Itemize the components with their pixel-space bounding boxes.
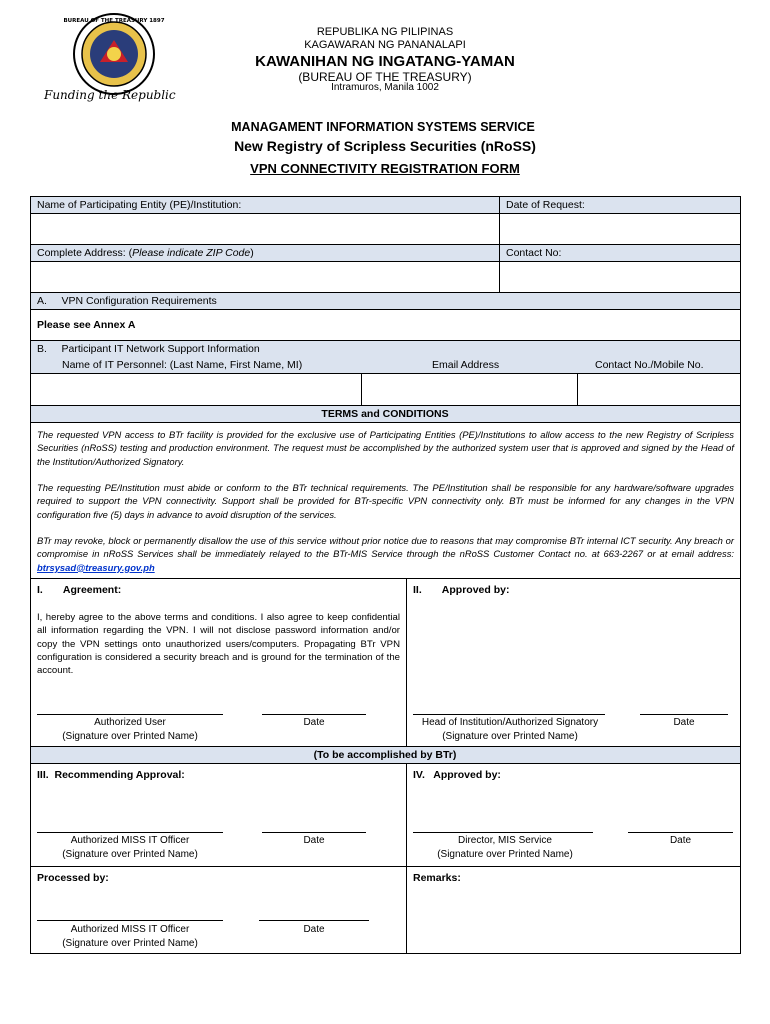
director-approval-label: IV. Approved by: (413, 769, 501, 781)
it-personnel-email-input[interactable] (361, 373, 578, 406)
terms-title: TERMS and CONDITIONS (321, 408, 449, 420)
service-name: MANAGAMENT INFORMATION SYSTEMS SERVICE (231, 120, 535, 134)
divider (30, 578, 741, 579)
date-request-input[interactable] (499, 213, 741, 245)
director-label: Director, MIS Service (458, 835, 552, 846)
proc-date-label: Date (303, 924, 325, 935)
director-date-label: Date (669, 835, 692, 846)
signature-line (262, 714, 366, 715)
authorized-user-label: Authorized User (94, 717, 166, 728)
agreement-label: I. Agreement: (37, 584, 122, 596)
processed-by-label: Processed by: (37, 872, 109, 884)
entity-input[interactable] (30, 213, 500, 245)
terms-paragraph-2: The requesting PE/Institution must abide or conform to the BTr technical requirements. The PE/Institution shall be responsible for any hardware/software upgrades required to support the VPN connectivity. Support shall be provided for BTr-specific VPN connectivity only. BTr must be informed for any changes in the VPN configuration five (5) days in advance to avoid disruption of the services. (37, 482, 734, 520)
signature-line (259, 920, 369, 921)
country-name: REPUBLIKA NG PILIPINAS (316, 26, 454, 38)
signature-line (37, 832, 223, 833)
head-signatory-sublabel: (Signature over Printed Name) (442, 731, 578, 742)
rec-date-label: Date (303, 835, 325, 846)
remarks-input[interactable] (413, 888, 733, 948)
section-a-body (30, 309, 741, 341)
support-email-link[interactable]: btrsysad@treasury.gov.ph (37, 561, 155, 573)
bureau-address: Intramuros, Manila 1002 (331, 82, 439, 93)
divider (30, 866, 741, 867)
rec-officer-label: Authorized MISS IT Officer (70, 835, 190, 846)
address-input[interactable] (30, 261, 500, 293)
signature-line (413, 714, 605, 715)
signature-line (262, 832, 366, 833)
tagline: Funding the Republic (44, 88, 176, 102)
signature-line (628, 832, 733, 833)
recommending-approval-label: III. Recommending Approval: (37, 769, 185, 781)
form-title: VPN CONNECTIVITY REGISTRATION FORM (250, 161, 520, 176)
contact-input[interactable] (499, 261, 741, 293)
remarks-label: Remarks: (413, 872, 461, 884)
authorized-user-sublabel: (Signature over Printed Name) (62, 731, 198, 742)
it-personnel-contact-header: Contact No./Mobile No. (595, 359, 704, 371)
signature-line (37, 714, 223, 715)
it-personnel-contact-input[interactable] (577, 373, 741, 406)
agreement-text: I, hereby agree to the above terms and conditions. I also agree to keep confidential all information regarding the VPN. I will not disclose password information and/or copy the VPN settings onto unauthorized users/computers. Propagating BTr VPN configuration is considered a security breach and is ground for the termination of the account. (37, 612, 400, 677)
rec-officer-sublabel: (Signature over Printed Name) (62, 849, 198, 860)
it-personnel-name-header: Name of IT Personnel: (Last Name, First Name, MI) (62, 359, 303, 371)
date-request-label: Date of Request: (506, 199, 585, 211)
signature-line (640, 714, 728, 715)
approved-date-label: Date (673, 717, 695, 728)
agreement-date-label: Date (303, 717, 325, 728)
it-personnel-email-header: Email Address (432, 359, 500, 371)
signature-line (413, 832, 593, 833)
proc-officer-label: Authorized MISS IT Officer (70, 924, 190, 935)
proc-officer-sublabel: (Signature over Printed Name) (62, 938, 198, 949)
director-sublabel: (Signature over Printed Name) (437, 849, 573, 860)
contact-label: Contact No: (506, 247, 562, 259)
registry-name: New Registry of Scripless Securities (nRoSS) (234, 138, 536, 154)
it-personnel-name-input[interactable] (30, 373, 362, 406)
head-signatory-label: Head of Institution/Authorized Signatory (421, 717, 599, 728)
seal-text: BUREAU OF THE TREASURY 1897 (63, 18, 165, 24)
signature-line (37, 920, 223, 921)
terms-paragraph-3: BTr may revoke, block or permanently disallow the use of this service without prior notice due to reasons that may compromise BTr internal ICT security. Any breach or compromise in nRoSS Services shall be immediately relayed to the BTr-MIS Service through the nRoSS Customer Contact no. at 663-2267 or at email address: btrsysad@treasury.gov.ph (37, 535, 734, 573)
department-name: KAGAWARAN NG PANANALAPI (304, 39, 466, 51)
bureau-english-name: (BUREAU OF THE TREASURY) (298, 70, 472, 84)
section-a-label: A. VPN Configuration Requirements (37, 295, 217, 307)
section-b-label: B. Participant IT Network Support Information (37, 343, 260, 355)
terms-paragraph-1: The requested VPN access to BTr facility is provided for the exclusive use of Participating Entities (PE)/Institutions to allow access to the new Registry of Scripless Securities (nRoSS) testing and production environment. The request must be accomplished by the authorized system user that is approved and signed by the Head of the Institution/Authorized Signatory. (37, 429, 734, 467)
entity-label: Name of Participating Entity (PE)/Institution: (37, 199, 242, 211)
address-label: Complete Address: (Please indicate ZIP Code) (37, 247, 254, 259)
approved-by-label: II. Approved by: (413, 584, 510, 596)
bureau-name: KAWANIHAN NG INGATANG-YAMAN (255, 53, 515, 70)
btr-banner-text: (To be accomplished by BTr) (313, 749, 457, 761)
section-a-note: Please see Annex A (37, 319, 136, 331)
